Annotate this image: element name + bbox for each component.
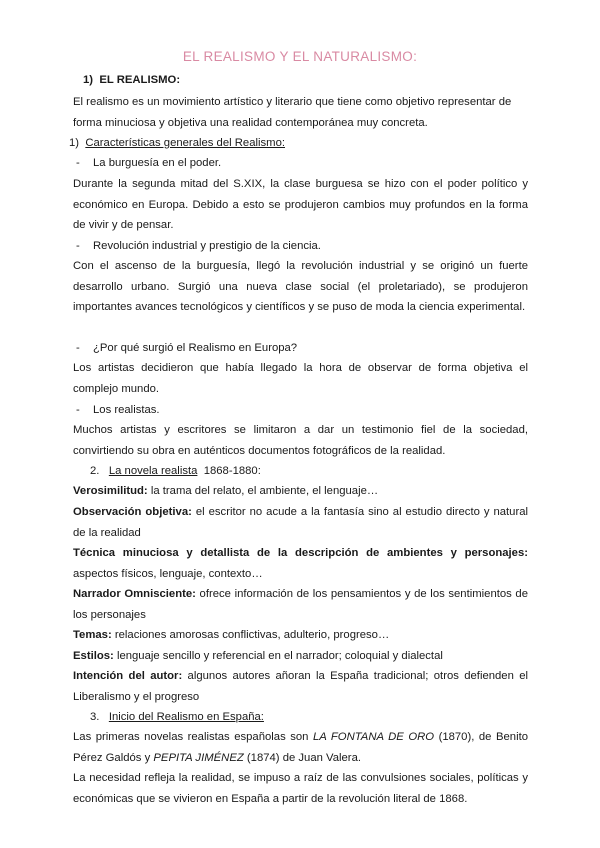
bullet-label: La burguesía en el poder.	[93, 157, 222, 169]
subsection-inicio-heading	[90, 707, 264, 727]
definition-item	[73, 543, 528, 584]
subsection-title: Características generales del Realismo:	[85, 137, 285, 149]
subsection-novela-heading	[90, 461, 261, 481]
definition-item	[73, 481, 528, 502]
bullet-por-que	[76, 338, 297, 358]
section-realismo-heading	[83, 70, 180, 90]
text-segment: (1870), de Benito Pérez Galdós y	[73, 731, 528, 764]
subsection-title: Inicio del Realismo en España:	[108, 711, 264, 723]
definition-text: lenguaje sencillo y referencial en el narrador; coloquial y dialectal	[113, 650, 443, 662]
definition-item	[73, 584, 528, 625]
book-title-fontana: LA FONTANA DE ORO	[312, 731, 435, 743]
definition-item	[73, 666, 528, 707]
definition-term: Técnica minuciosa y detallista de la descripción de ambientes y personajes:	[73, 547, 528, 559]
subsection-number: 1)	[69, 137, 80, 149]
definition-text: algunos autores añoran la España tradicional; otros defienden el Liberalismo y el progreso	[73, 670, 528, 703]
bullet-dash: -	[76, 342, 80, 354]
definition-text: el escritor no acude a la fantasía sino al estudio directo y natural de la realidad	[73, 506, 529, 539]
page-title: EL REALISMO Y EL NATURALISMO:	[182, 49, 418, 64]
definition-text: la trama del relato, el ambiente, el lenguaje…	[147, 485, 379, 497]
subsection-title: La novela realista	[108, 465, 198, 477]
subsection-number: 2.	[90, 465, 100, 477]
subsection-years: 1868-1880:	[203, 465, 261, 477]
definition-item	[73, 646, 528, 667]
subsection-caracteristicas-heading	[69, 133, 285, 153]
bullet-revolucion	[76, 236, 321, 256]
definition-term: Narrador Omnisciente:	[73, 588, 196, 600]
bullet-label: Revolución industrial y prestigio de la ciencia.	[93, 240, 321, 252]
paragraph-revolucion: Con el ascenso de la burguesía, llegó la revolución industrial y se originó un fuerte desarrollo urbano. Surgió una nueva clase social (el proletariado), se produjeron importantes avances tecnológicos y científicos y se puso de moda la ciencia experimental.	[73, 260, 528, 314]
bullet-burguesia	[76, 153, 221, 173]
definition-term: Temas:	[73, 629, 112, 641]
definition-term: Verosimilitud:	[73, 485, 148, 497]
paragraph-por-que: Los artistas decidieron que había llegado la hora de observar de forma objetiva el complejo mundo.	[73, 362, 528, 395]
definition-text: ofrece información de los pensamientos y de los sentimientos de los personajes	[73, 588, 528, 621]
book-title-pepita: PEPITA JIMÉNEZ	[153, 751, 244, 764]
intro-paragraph: El realismo es un movimiento artístico y literario que tiene como objetivo representar de forma minuciosa y objetiva una realidad contemporánea muy concreta.	[73, 96, 512, 129]
bullet-realistas	[76, 400, 160, 420]
section-title: EL REALISMO:	[99, 74, 181, 86]
bullet-label: ¿Por qué surgió el Realismo en Europa?	[93, 342, 298, 354]
definition-term: Intención del autor:	[73, 670, 183, 682]
paragraph-burguesia: Durante la segunda mitad del S.XIX, la clase burguesa se hizo con el poder político y económico en Europa. Debido a esto se produjeron cambios muy profundos en la forma de vivir y de pensar.	[73, 178, 528, 232]
definition-term: Observación objetiva:	[73, 506, 192, 518]
definition-item	[73, 625, 528, 646]
paragraph-primeras-novelas	[73, 727, 528, 768]
text-segment: (1874) de Juan Valera.	[243, 751, 361, 764]
paragraph-realistas: Muchos artistas y escritores se limitaron a dar un testimonio fiel de la sociedad, convirtiendo su obra en auténticos documentos fotográficos de la realidad.	[73, 424, 528, 457]
definition-text: aspectos físicos, lenguaje, contexto…	[73, 567, 263, 580]
paragraph-necesidad: La necesidad refleja la realidad, se impuso a raíz de las convulsiones sociales, políticas y económicas que se vivieron en España a partir de la revolución literal de 1868.	[73, 772, 528, 805]
subsection-number: 3.	[90, 711, 100, 723]
bullet-label: Los realistas.	[93, 404, 160, 416]
bullet-dash: -	[76, 404, 80, 416]
bullet-dash: -	[76, 240, 80, 252]
bullet-dash: -	[76, 157, 80, 169]
definition-item	[73, 502, 528, 543]
text-segment: Las primeras novelas realistas españolas son	[73, 731, 313, 743]
section-number: 1)	[83, 74, 94, 86]
definition-term: Estilos:	[73, 650, 114, 662]
definition-text: relaciones amorosas conflictivas, adulterio, progreso…	[111, 629, 390, 641]
